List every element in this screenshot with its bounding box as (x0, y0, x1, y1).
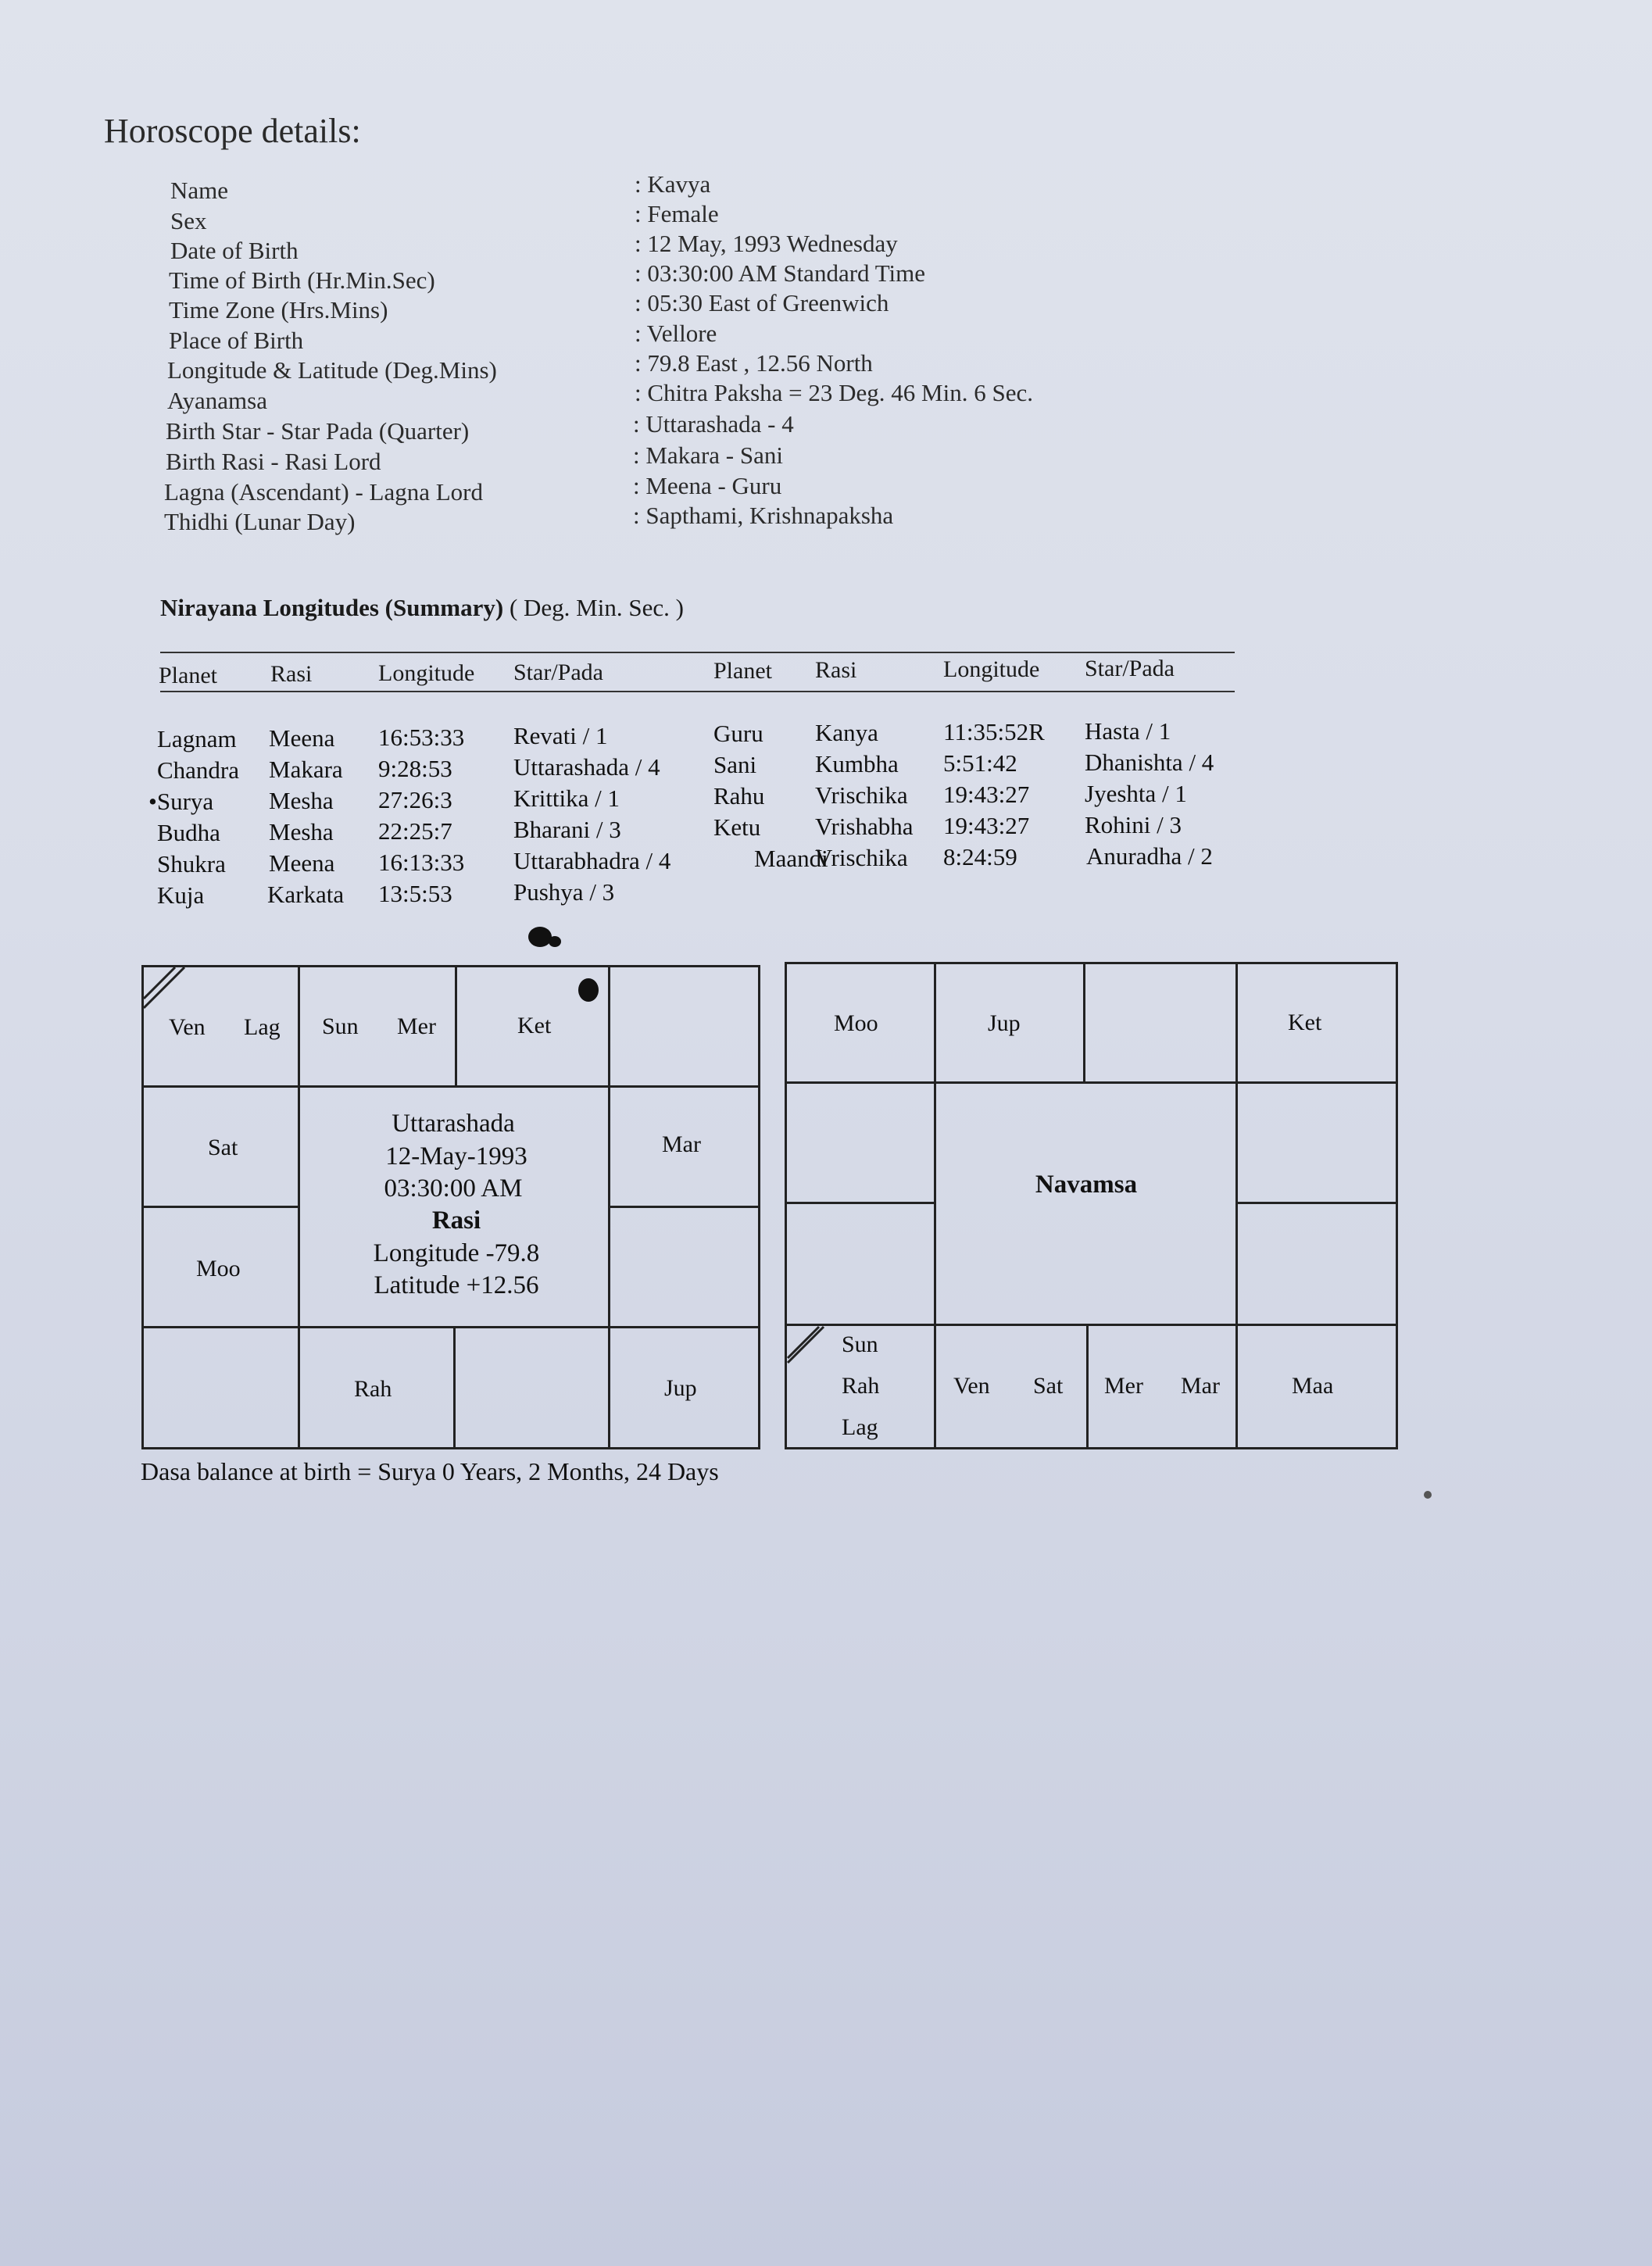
detail-value: : Female (635, 200, 719, 227)
table-cell: Dhanishta / 4 (1085, 749, 1214, 776)
detail-value: : 79.8 East , 12.56 North (635, 349, 873, 377)
chart-gridline (785, 1324, 1398, 1326)
table-cell: Revati / 1 (513, 722, 608, 749)
chart-gridline (785, 1202, 935, 1204)
table-cell: 19:43:27 (943, 812, 1030, 839)
rasi-center-longitude: Longitude -79.8 (373, 1239, 540, 1267)
summary-title (160, 594, 684, 622)
table-cell: Vrischika (815, 781, 908, 809)
table-cell: 27:26:3 (378, 786, 452, 813)
chart-planet: Sat (1033, 1373, 1064, 1399)
table-top-rule (160, 652, 1235, 653)
table-cell: Pushya / 3 (513, 878, 615, 906)
column-header: Star/Pada (513, 659, 603, 685)
table-cell: •Surya (148, 788, 214, 815)
chart-planet: Mar (1181, 1373, 1220, 1399)
detail-label: Sex (170, 207, 207, 234)
table-cell: 19:43:27 (943, 781, 1030, 808)
ink-blot (549, 936, 561, 947)
detail-value: : Kavya (635, 170, 711, 198)
chart-gridline (785, 1081, 1398, 1084)
table-cell: Hasta / 1 (1085, 717, 1171, 745)
chart-gridline (934, 962, 936, 1449)
detail-label: Birth Rasi - Rasi Lord (166, 448, 381, 475)
table-cell: 22:25:7 (378, 817, 452, 845)
chart-gridline (1237, 1202, 1398, 1204)
chart-planet: Ket (1288, 1010, 1322, 1035)
table-cell: 16:53:33 (378, 724, 465, 751)
detail-value: : Vellore (635, 320, 717, 347)
lagna-marker (144, 967, 191, 1014)
chart-gridline (1235, 962, 1238, 1449)
column-header: Star/Pada (1085, 656, 1175, 681)
table-cell: Makara (269, 756, 343, 783)
column-header: Planet (159, 663, 217, 688)
table-cell: Ketu (713, 813, 761, 841)
chart-planet: Mer (397, 1013, 436, 1039)
rasi-center-star: Uttarashada (392, 1110, 515, 1138)
detail-value: : 03:30:00 AM Standard Time (635, 259, 926, 287)
lagna-marker (786, 1325, 825, 1364)
table-cell: Uttarabhadra / 4 (513, 847, 671, 874)
table-cell: Meena (269, 724, 335, 752)
navamsa-center-label: Navamsa (1035, 1171, 1138, 1199)
table-header-rule (160, 691, 1235, 692)
chart-planet: Mer (1104, 1373, 1143, 1399)
detail-label: Place of Birth (169, 327, 304, 354)
table-cell: Vrishabha (815, 813, 914, 840)
column-header: Longitude (943, 656, 1040, 682)
table-cell: 5:51:42 (943, 749, 1017, 777)
table-cell: Mesha (269, 818, 334, 845)
detail-value: : 12 May, 1993 Wednesday (635, 230, 898, 257)
dasa-balance: Dasa balance at birth = Surya 0 Years, 2 Months, 24 Days (141, 1457, 719, 1485)
table-cell: 9:28:53 (378, 755, 452, 782)
chart-planet: Moo (834, 1010, 878, 1036)
detail-label: Lagna (Ascendant) - Lagna Lord (164, 478, 483, 506)
table-cell: Budha (157, 819, 220, 846)
chart-gridline (608, 1206, 760, 1208)
column-header: Rasi (270, 661, 313, 687)
table-cell: Rahu (713, 782, 765, 810)
detail-value: : Sapthami, Krishnapaksha (633, 502, 894, 529)
column-header: Planet (713, 658, 772, 684)
table-cell: Lagnam (157, 725, 237, 752)
summary-title-units: ( Deg. Min. Sec. ) (503, 594, 684, 621)
table-cell: 13:5:53 (378, 880, 452, 907)
table-cell: Uttarashada / 4 (513, 753, 660, 781)
chart-gridline (141, 1206, 298, 1208)
chart-planet: Sat (208, 1135, 238, 1160)
table-cell: Guru (713, 720, 763, 747)
table-cell: Shukra (157, 850, 226, 877)
chart-gridline (453, 1326, 456, 1449)
chart-planet: Mar (662, 1131, 701, 1157)
column-header: Rasi (815, 657, 857, 683)
detail-label: Date of Birth (170, 237, 299, 264)
table-cell: Vrischika (815, 844, 908, 871)
page-title: Horoscope details: (104, 112, 361, 150)
chart-planet: Jup (664, 1375, 697, 1401)
chart-gridline (1086, 1324, 1089, 1449)
chart-planet: Jup (988, 1010, 1021, 1036)
table-cell: Anuradha / 2 (1086, 842, 1213, 870)
table-cell: Krittika / 1 (513, 785, 620, 812)
detail-value: : Uttarashada - 4 (633, 410, 794, 438)
rasi-center-date: 12-May-1993 (385, 1142, 527, 1171)
table-cell: Mesha (269, 787, 334, 814)
ink-blot (578, 978, 599, 1002)
table-cell: Kanya (815, 719, 878, 746)
table-cell: Chandra (157, 756, 240, 784)
chart-gridline (141, 1326, 760, 1328)
chart-planet: Rah (842, 1373, 880, 1399)
detail-label: Birth Star - Star Pada (Quarter) (166, 417, 470, 445)
detail-label: Time of Birth (Hr.Min.Sec) (169, 266, 435, 294)
detail-label: Thidhi (Lunar Day) (164, 508, 356, 535)
chart-planet: Ket (517, 1013, 552, 1038)
chart-planet: Rah (354, 1376, 392, 1402)
table-cell: Bharani / 3 (513, 816, 621, 843)
table-cell: 16:13:33 (378, 849, 465, 876)
table-cell: Karkata (267, 881, 345, 908)
table-cell: 8:24:59 (943, 843, 1017, 870)
ink-blot (528, 927, 552, 947)
chart-planet: Sun (322, 1013, 359, 1039)
detail-value: : Chitra Paksha = 23 Deg. 46 Min. 6 Sec. (635, 379, 1033, 406)
chart-gridline (455, 965, 457, 1087)
table-cell: Sani (713, 751, 757, 778)
table-cell: Meena (269, 849, 335, 877)
rasi-center-label: Rasi (431, 1206, 481, 1235)
table-cell: Maandi (754, 845, 828, 872)
table-cell: Kumbha (815, 750, 899, 777)
chart-planet: Sun (842, 1331, 878, 1357)
detail-value: : Makara - Sani (633, 441, 783, 469)
chart-gridline (141, 1085, 760, 1088)
chart-planet: Lag (244, 1014, 281, 1040)
detail-label: Name (170, 177, 229, 204)
table-cell: 11:35:52R (943, 718, 1045, 745)
chart-planet: Lag (842, 1414, 878, 1440)
chart-gridline (1083, 962, 1085, 1083)
table-cell: Rohini / 3 (1085, 811, 1182, 838)
paper-speck (1424, 1491, 1432, 1499)
rasi-center-latitude: Latitude +12.56 (374, 1271, 539, 1299)
summary-title-bold: Nirayana Longitudes (Summary) (160, 594, 504, 621)
rasi-center-time: 03:30:00 AM (384, 1174, 523, 1203)
detail-label: Ayanamsa (167, 387, 267, 414)
table-cell: Jyeshta / 1 (1085, 780, 1187, 807)
chart-planet: Ven (953, 1373, 990, 1399)
detail-label: Longitude & Latitude (Deg.Mins) (167, 356, 497, 384)
detail-label: Time Zone (Hrs.Mins) (169, 296, 388, 323)
chart-planet: Moo (196, 1256, 241, 1281)
detail-value: : 05:30 East of Greenwich (635, 289, 889, 316)
table-cell: Kuja (157, 881, 205, 909)
chart-planet: Ven (169, 1014, 206, 1040)
chart-planet: Maa (1292, 1373, 1334, 1399)
column-header: Longitude (378, 660, 475, 686)
detail-value: : Meena - Guru (633, 472, 782, 499)
